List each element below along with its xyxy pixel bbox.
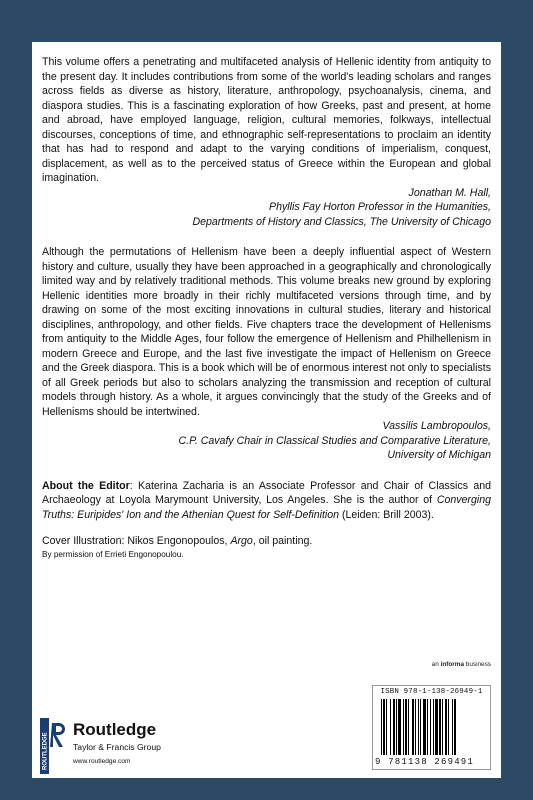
blurb-2-author: Vassilis Lambropoulos, (382, 420, 491, 432)
barcode-bar (405, 699, 407, 755)
barcode-bar (423, 699, 426, 755)
barcode-bar (454, 699, 456, 755)
back-cover-panel (32, 42, 501, 778)
barcode-bar (390, 699, 391, 755)
about-editor-text-2: (Leiden: Brill 2003). (339, 508, 434, 521)
barcode-bar (452, 699, 453, 755)
about-editor-label: About the Editor (42, 479, 130, 492)
barcode-bar (396, 699, 397, 755)
blurb-2-title-1: C.P. Cavafy Chair in Classical Studies and Comparative Literature, (178, 434, 491, 447)
publisher-name: Routledge (73, 720, 157, 739)
informa-prefix: an (431, 661, 441, 668)
about-editor-book-title: Converging Truths: Euripides' Ion and the Athenian Quest for Self-Definition (42, 494, 491, 521)
barcode-bar (393, 699, 395, 755)
about-editor-text-1: : Katerina Zacharia is an Associate Professor and Chair of Classics and Archaeology at Loyola Marymount University, Los Angeles. She is the author of (42, 479, 491, 506)
blurb-1-text: This volume offers a penetrating and multifaceted analysis of Hellenic identity from antiquity to the present day. It includes contributions from some of the world's leading scholars and ranges across fields as diverse as history, literature, anthropology, psychoanalysis, cinema, and diaspora studies. This is a fascinating exploration of how Greeks, past and present, at home and abroad, have employed language, religion, cultural memories, folkways, intellectual discourses, conceptions of time, and ethnographic self-representations to proclaim an identity that has had to respond and adapt to the varying conditions of imperialism, conquest, displacement, as well as to the perceived status of Greece within the European and global imagination. (42, 56, 491, 184)
barcode-bar (448, 699, 449, 755)
informa-suffix: business (464, 661, 491, 668)
cover-illustration-credit (42, 534, 491, 549)
cover-permission: By permission of Errieti Engonopoulou. (42, 549, 184, 559)
publisher-url: www.routledge.com (73, 758, 131, 765)
barcode-bar (403, 699, 404, 755)
barcode-bar (386, 699, 387, 755)
about-editor (42, 479, 491, 523)
barcode-bar (398, 699, 401, 755)
routledge-vertical-text: ROUTLEDGE (42, 732, 49, 770)
barcode-bar (433, 699, 434, 755)
blurb-1-title-1: Phyllis Fay Horton Professor in the Humanities, (269, 201, 491, 213)
routledge-logo (40, 718, 190, 774)
routledge-r-icon (40, 718, 70, 774)
back-cover-text (42, 55, 491, 560)
barcode-bar (435, 699, 438, 755)
barcode-bar (430, 699, 431, 755)
publisher-group: Taylor & Francis Group (73, 742, 161, 752)
cover-credit-prefix: Cover Illustration: Nikos Engonopoulos, (42, 535, 231, 547)
blurb-2-title-2: University of Michigan (387, 449, 491, 461)
barcode-bar (381, 699, 382, 755)
isbn-top-text: ISBN 978-1-138-26949-1 (380, 688, 483, 696)
blurb-2-text: Although the permutations of Hellenism have been a deeply influential aspect of Western history and culture, usually they have been approached in a geographically and chronologically limited way and by relatively traditional methods. This volume breaks new ground by exploring Hellenic identities more broadly in their richly multifaceted versions through time, and by drawing on some of the most exciting innovations in cultural studies, literary and historical disciplines, anthropology, and other fields. Five chapters trace the development of Hellenisms from antiquity to the Middle Ages, four follow the emergence of Hellenism and Philhellenism in modern Greece and Europe, and the last five investigate the impact of Hellenism on Greece and the Greek diaspora. This is a book which will be of enormous interest not only to specialists of all Greek periods but also to scholars analyzing the transmission and reception of cultural models through history. As a whole, it argues convincingly that the study of the Greeks and of Hellenisms should be intertwined. (42, 246, 491, 418)
informa-tagline (432, 661, 491, 668)
barcode-bars (381, 699, 485, 755)
barcode-bar (439, 699, 441, 755)
barcode-bar (415, 699, 416, 755)
isbn-bottom-text: 9 781138 269491 (375, 757, 475, 767)
barcode-bar (383, 699, 385, 755)
isbn-barcode (372, 685, 491, 770)
barcode-bar (420, 699, 421, 755)
cover-credit-work: Argo (230, 535, 253, 547)
cover-credit-suffix: , oil painting. (252, 535, 313, 547)
informa-brand: informa (440, 661, 464, 668)
barcode-bar (442, 699, 443, 755)
barcode-bar (408, 699, 409, 755)
barcode-bar (445, 699, 447, 755)
barcode-bar (427, 699, 428, 755)
barcode-bar (418, 699, 419, 755)
barcode-bar (412, 699, 414, 755)
blurb-1-author: Jonathan M. Hall, (408, 186, 491, 199)
blurb-1-title-2: Departments of History and Classics, The University of Chicago (192, 215, 491, 228)
